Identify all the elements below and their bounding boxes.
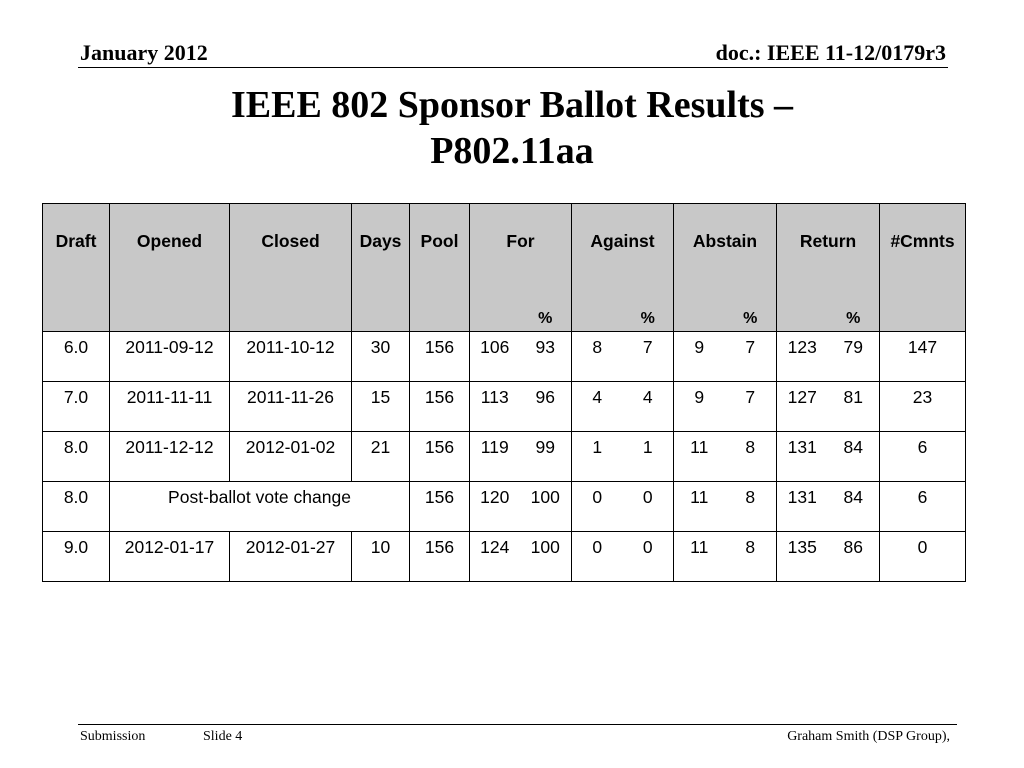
cell-return-pct: 84 bbox=[828, 482, 880, 532]
cell-days: 10 bbox=[352, 532, 410, 582]
subheader-blank bbox=[410, 307, 470, 332]
cell-abstain-pct: 8 bbox=[725, 532, 777, 582]
cell-for: 113 bbox=[470, 382, 520, 432]
subheader-for-pct: % bbox=[520, 307, 572, 332]
cell-closed: 2012-01-02 bbox=[230, 432, 352, 482]
col-header-opened: Opened bbox=[110, 204, 230, 308]
cell-days: 21 bbox=[352, 432, 410, 482]
cell-pool: 156 bbox=[410, 532, 470, 582]
cell-opened: 2011-09-12 bbox=[110, 332, 230, 382]
col-header-pool: Pool bbox=[410, 204, 470, 308]
table-header-row bbox=[43, 204, 966, 308]
cell-draft: 6.0 bbox=[43, 332, 110, 382]
cell-against-pct: 4 bbox=[623, 382, 674, 432]
subheader-blank bbox=[110, 307, 230, 332]
footer-submission: Submission bbox=[80, 729, 146, 744]
cell-pool: 156 bbox=[410, 432, 470, 482]
header-rule bbox=[78, 67, 948, 68]
title-line-2: P802.11aa bbox=[430, 130, 594, 172]
cell-opened: 2011-11-11 bbox=[110, 382, 230, 432]
cell-return: 131 bbox=[777, 482, 828, 532]
cell-cmnts: 147 bbox=[880, 332, 966, 382]
table-row bbox=[43, 382, 966, 432]
cell-return: 131 bbox=[777, 432, 828, 482]
cell-pool: 156 bbox=[410, 382, 470, 432]
table-subheader-row bbox=[43, 307, 966, 332]
title-line-1: IEEE 802 Sponsor Ballot Results – bbox=[230, 84, 794, 126]
cell-draft: 8.0 bbox=[43, 482, 110, 532]
cell-draft: 9.0 bbox=[43, 532, 110, 582]
subheader-against-pct: % bbox=[623, 307, 674, 332]
cell-return-pct: 86 bbox=[828, 532, 880, 582]
cell-days: 30 bbox=[352, 332, 410, 382]
cell-days: 15 bbox=[352, 382, 410, 432]
cell-against: 4 bbox=[572, 382, 623, 432]
cell-for: 120 bbox=[470, 482, 520, 532]
subheader-blank bbox=[880, 307, 966, 332]
subheader-blank bbox=[352, 307, 410, 332]
table-row bbox=[43, 332, 966, 382]
col-header-days: Days bbox=[352, 204, 410, 308]
cell-for-pct: 100 bbox=[520, 482, 572, 532]
subheader-abstain-pct: % bbox=[725, 307, 777, 332]
cell-return-pct: 81 bbox=[828, 382, 880, 432]
cell-against-pct: 0 bbox=[623, 532, 674, 582]
cell-cmnts: 6 bbox=[880, 482, 966, 532]
cell-abstain-pct: 7 bbox=[725, 332, 777, 382]
cell-abstain-pct: 7 bbox=[725, 382, 777, 432]
header-date: January 2012 bbox=[80, 40, 208, 65]
cell-abstain: 11 bbox=[674, 432, 725, 482]
cell-cmnts: 23 bbox=[880, 382, 966, 432]
cell-for-pct: 96 bbox=[520, 382, 572, 432]
cell-return-pct: 79 bbox=[828, 332, 880, 382]
cell-return: 123 bbox=[777, 332, 828, 382]
cell-for-pct: 99 bbox=[520, 432, 572, 482]
table-row bbox=[43, 532, 966, 582]
cell-for: 119 bbox=[470, 432, 520, 482]
cell-abstain: 9 bbox=[674, 382, 725, 432]
cell-against-pct: 0 bbox=[623, 482, 674, 532]
cell-abstain-pct: 8 bbox=[725, 432, 777, 482]
cell-against: 0 bbox=[572, 532, 623, 582]
cell-return: 135 bbox=[777, 532, 828, 582]
cell-closed: 2011-11-26 bbox=[230, 382, 352, 432]
cell-draft: 8.0 bbox=[43, 432, 110, 482]
subheader-blank bbox=[43, 307, 110, 332]
subheader-blank bbox=[230, 307, 352, 332]
page-title bbox=[0, 82, 1024, 174]
header-doc-id: doc.: IEEE 11-12/0179r3 bbox=[715, 40, 946, 65]
cell-note: Post-ballot vote change bbox=[110, 482, 410, 532]
cell-cmnts: 6 bbox=[880, 432, 966, 482]
col-header-closed: Closed bbox=[230, 204, 352, 308]
cell-draft: 7.0 bbox=[43, 382, 110, 432]
cell-return-pct: 84 bbox=[828, 432, 880, 482]
cell-opened: 2011-12-12 bbox=[110, 432, 230, 482]
footer-slide-number: Slide 4 bbox=[203, 729, 243, 744]
cell-closed: 2011-10-12 bbox=[230, 332, 352, 382]
cell-against-pct: 1 bbox=[623, 432, 674, 482]
col-header-draft: Draft bbox=[43, 204, 110, 308]
cell-closed: 2012-01-27 bbox=[230, 532, 352, 582]
subheader-blank bbox=[777, 307, 828, 332]
cell-against: 1 bbox=[572, 432, 623, 482]
cell-return: 127 bbox=[777, 382, 828, 432]
cell-for-pct: 93 bbox=[520, 332, 572, 382]
col-header-for: For bbox=[470, 204, 572, 308]
cell-for: 124 bbox=[470, 532, 520, 582]
ballot-results-table bbox=[42, 203, 966, 582]
footer-author: Graham Smith (DSP Group), bbox=[787, 729, 950, 744]
subheader-blank bbox=[674, 307, 725, 332]
cell-against-pct: 7 bbox=[623, 332, 674, 382]
cell-for: 106 bbox=[470, 332, 520, 382]
subheader-blank bbox=[572, 307, 623, 332]
col-header-return: Return bbox=[777, 204, 880, 308]
cell-pool: 156 bbox=[410, 332, 470, 382]
footer-rule bbox=[78, 724, 957, 725]
col-header-abstain: Abstain bbox=[674, 204, 777, 308]
table-row bbox=[43, 432, 966, 482]
cell-against: 0 bbox=[572, 482, 623, 532]
col-header-against: Against bbox=[572, 204, 674, 308]
cell-abstain-pct: 8 bbox=[725, 482, 777, 532]
cell-opened: 2012-01-17 bbox=[110, 532, 230, 582]
table-row bbox=[43, 482, 966, 532]
subheader-blank bbox=[470, 307, 520, 332]
subheader-return-pct: % bbox=[828, 307, 880, 332]
col-header-cmnts: #Cmnts bbox=[880, 204, 966, 308]
cell-for-pct: 100 bbox=[520, 532, 572, 582]
cell-abstain: 11 bbox=[674, 532, 725, 582]
cell-against: 8 bbox=[572, 332, 623, 382]
cell-abstain: 9 bbox=[674, 332, 725, 382]
cell-cmnts: 0 bbox=[880, 532, 966, 582]
cell-abstain: 11 bbox=[674, 482, 725, 532]
cell-pool: 156 bbox=[410, 482, 470, 532]
